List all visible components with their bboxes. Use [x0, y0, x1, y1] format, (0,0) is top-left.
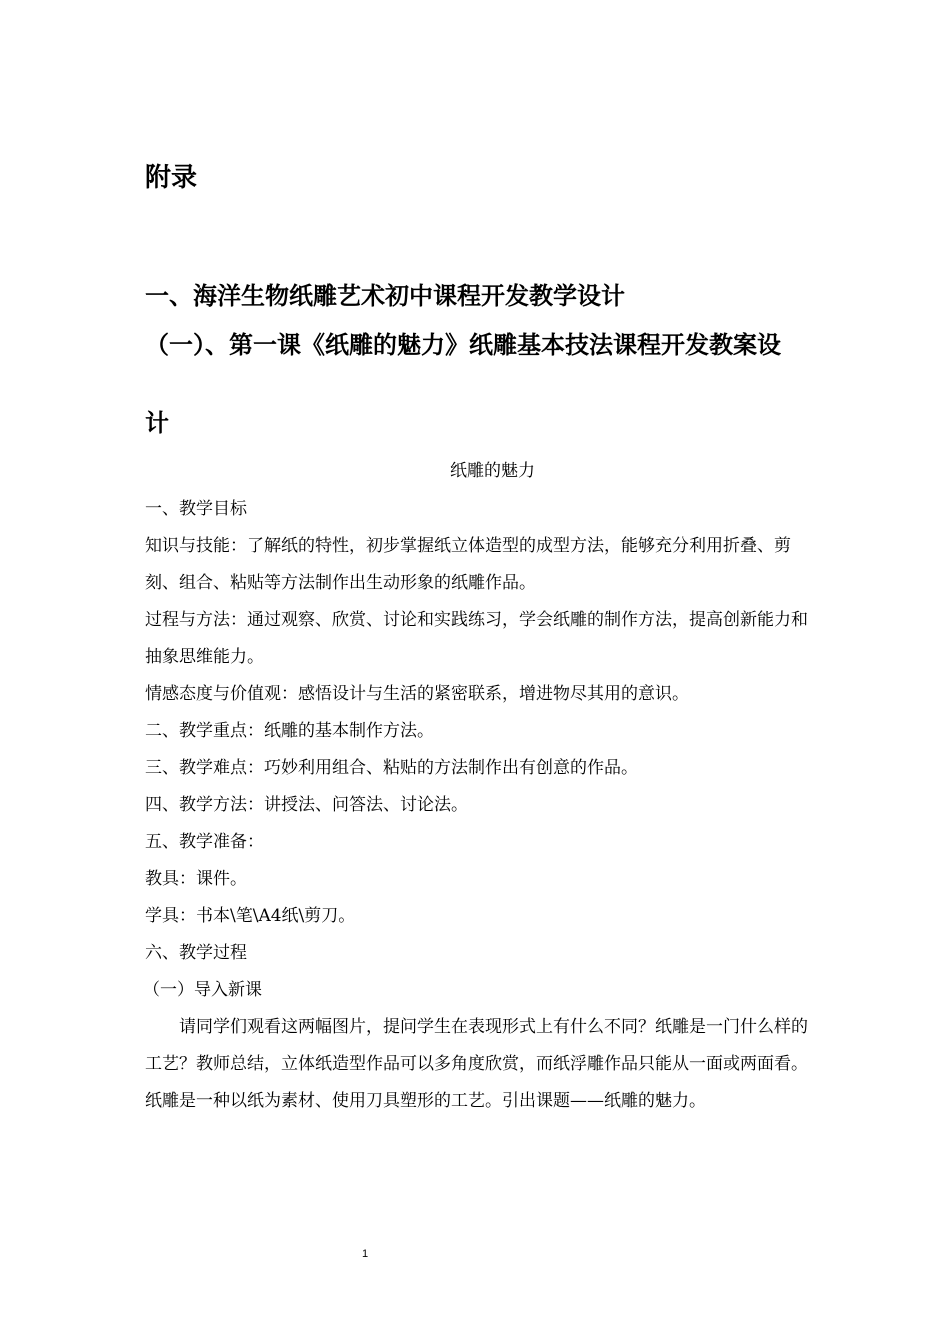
subsection-heading-line2: 计: [145, 409, 169, 437]
teaching-objectives-heading: 一、教学目标: [145, 499, 247, 519]
introduction-paragraph: 请同学们观看这两幅图片，提问学生在表现形式上有什么不同？纸雕是一门什么样的工艺？教师总结，立体纸造型作品可以多角度欣赏，而纸浮雕作品只能从一面或两面看。纸雕是一种以纸为素材、使用刀具塑形的工艺。引出课题——纸雕的魅力。: [145, 1017, 808, 1111]
lesson-title: 纸雕的魅力: [450, 461, 535, 481]
appendix-heading: 附录: [145, 163, 198, 193]
introduction-subheading: （一）导入新课: [143, 980, 262, 1000]
subsection-heading: [145, 327, 815, 441]
teaching-difficulty-paragraph: 三、教学难点：巧妙利用组合、粘贴的方法制作出有创意的作品。: [145, 758, 638, 778]
teaching-process-heading: 六、教学过程: [145, 943, 247, 963]
knowledge-skills-paragraph: 知识与技能：了解纸的特性，初步掌握纸立体造型的成型方法，能够充分利用折叠、剪刻、组合、粘贴等方法制作出生动形象的纸雕作品。: [145, 536, 791, 593]
lesson-body: [145, 491, 815, 1120]
student-tools-paragraph: 学具：书本\笔\A4纸\剪刀。: [145, 906, 356, 926]
teaching-focus-paragraph: 二、教学重点：纸雕的基本制作方法。: [145, 721, 434, 741]
page-number: 1: [361, 1248, 369, 1260]
subsection-heading-line1: （一）、第一课《纸雕的魅力》纸雕基本技法课程开发教案设: [145, 331, 781, 359]
teaching-method-paragraph: 四、教学方法：讲授法、问答法、讨论法。: [145, 795, 468, 815]
process-method-paragraph: 过程与方法：通过观察、欣赏、讨论和实践练习，学会纸雕的制作方法，提高创新能力和抽象思维能力。: [145, 610, 808, 667]
teaching-tools-paragraph: 教具：课件。: [145, 869, 247, 889]
attitude-values-paragraph: 情感态度与价值观：感悟设计与生活的紧密联系，增进物尽其用的意识。: [145, 684, 689, 704]
teaching-preparation-heading: 五、教学准备：: [145, 832, 264, 852]
section-heading: 一、海洋生物纸雕艺术初中课程开发教学设计: [145, 282, 625, 310]
